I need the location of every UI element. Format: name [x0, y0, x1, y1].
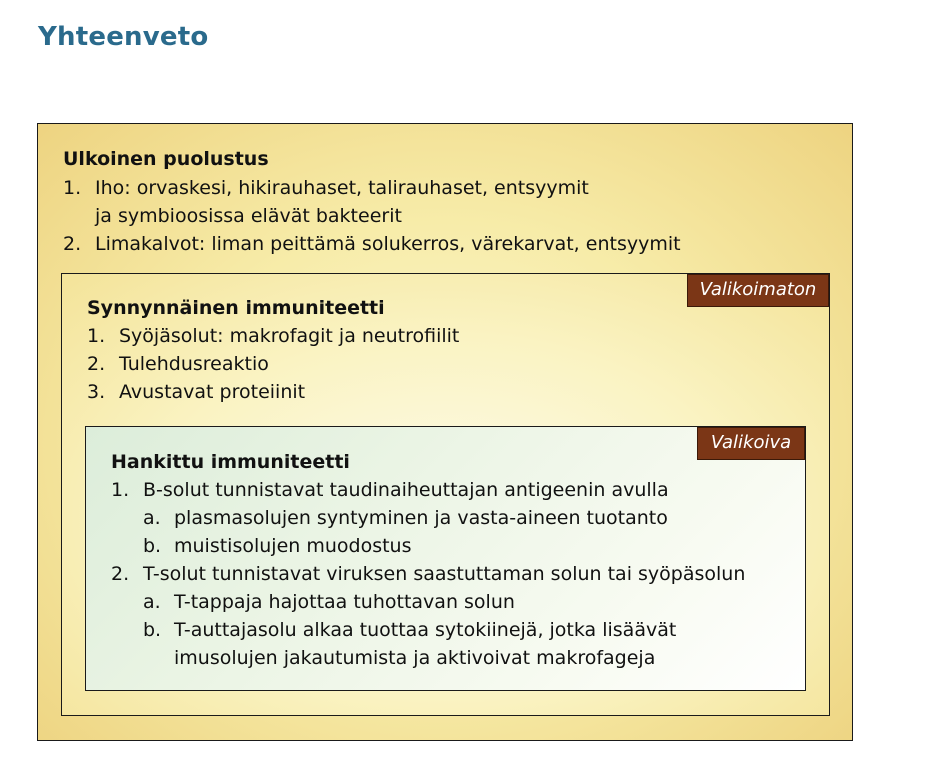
innate-immunity-list [87, 322, 459, 406]
item-text: B-solut tunnistavat taudinaiheuttajan antigeenin avulla [143, 479, 669, 501]
external-defense-heading: Ulkoinen puolustus [63, 148, 269, 170]
item-letter: b. [143, 619, 162, 641]
sub-list-item [143, 504, 745, 532]
sub-list-item [143, 532, 745, 560]
item-number: 2. [63, 233, 82, 255]
acquired-immunity-list [111, 476, 745, 672]
item-text: T-solut tunnistavat viruksen saastuttaman solun tai syöpäsolun [143, 563, 746, 585]
page-title: Yhteenveto [38, 22, 209, 52]
item-text: Avustavat proteiinit [119, 381, 306, 403]
item-number: 2. [87, 353, 106, 375]
item-letter: a. [143, 591, 161, 613]
item-text: ja symbioosissa elävät bakteerit [95, 205, 402, 227]
sub-list [143, 588, 745, 672]
list-item [87, 350, 459, 378]
item-text: Limakalvot: liman peittämä solukerros, värekarvat, entsyymit [95, 233, 681, 255]
sub-list-item [143, 616, 745, 672]
acquired-immunity-heading: Hankittu immuniteetti [111, 451, 350, 473]
item-letter: a. [143, 507, 161, 529]
item-text: Iho: orvaskesi, hikirauhaset, talirauhaset, entsyymit [95, 177, 589, 199]
item-text: Syöjäsolut: makrofagit ja neutrofiilit [119, 325, 460, 347]
item-letter: b. [143, 535, 162, 557]
item-number: 1. [63, 177, 82, 199]
external-defense-list [63, 174, 681, 258]
item-number: 1. [87, 325, 106, 347]
item-text: T-auttajasolu alkaa tuottaa sytokiinejä, jotka lisäävät [174, 619, 677, 641]
list-item [63, 174, 681, 230]
item-number: 2. [111, 563, 130, 585]
list-item [63, 230, 681, 258]
innate-immunity-heading: Synnynnäinen immuniteetti [87, 297, 385, 319]
list-item [111, 476, 745, 560]
list-item [111, 560, 745, 672]
sub-list [143, 504, 745, 560]
list-item [87, 378, 459, 406]
item-text: T-tappaja hajottaa tuhottavan solun [174, 591, 515, 613]
item-text: plasmasolujen syntyminen ja vasta-aineen tuotanto [174, 507, 668, 529]
item-text: muistisolujen muodostus [174, 535, 412, 557]
sub-list-item [143, 588, 745, 616]
selective-tag: Valikoiva [697, 427, 805, 460]
acquired-immunity-box [85, 426, 806, 691]
item-text: imusolujen jakautumista ja aktivoivat makrofageja [174, 647, 656, 669]
item-number: 3. [87, 381, 106, 403]
nonselective-tag: Valikoimaton [687, 274, 829, 307]
list-item [87, 322, 459, 350]
item-text: Tulehdusreaktio [119, 353, 269, 375]
item-number: 1. [111, 479, 130, 501]
